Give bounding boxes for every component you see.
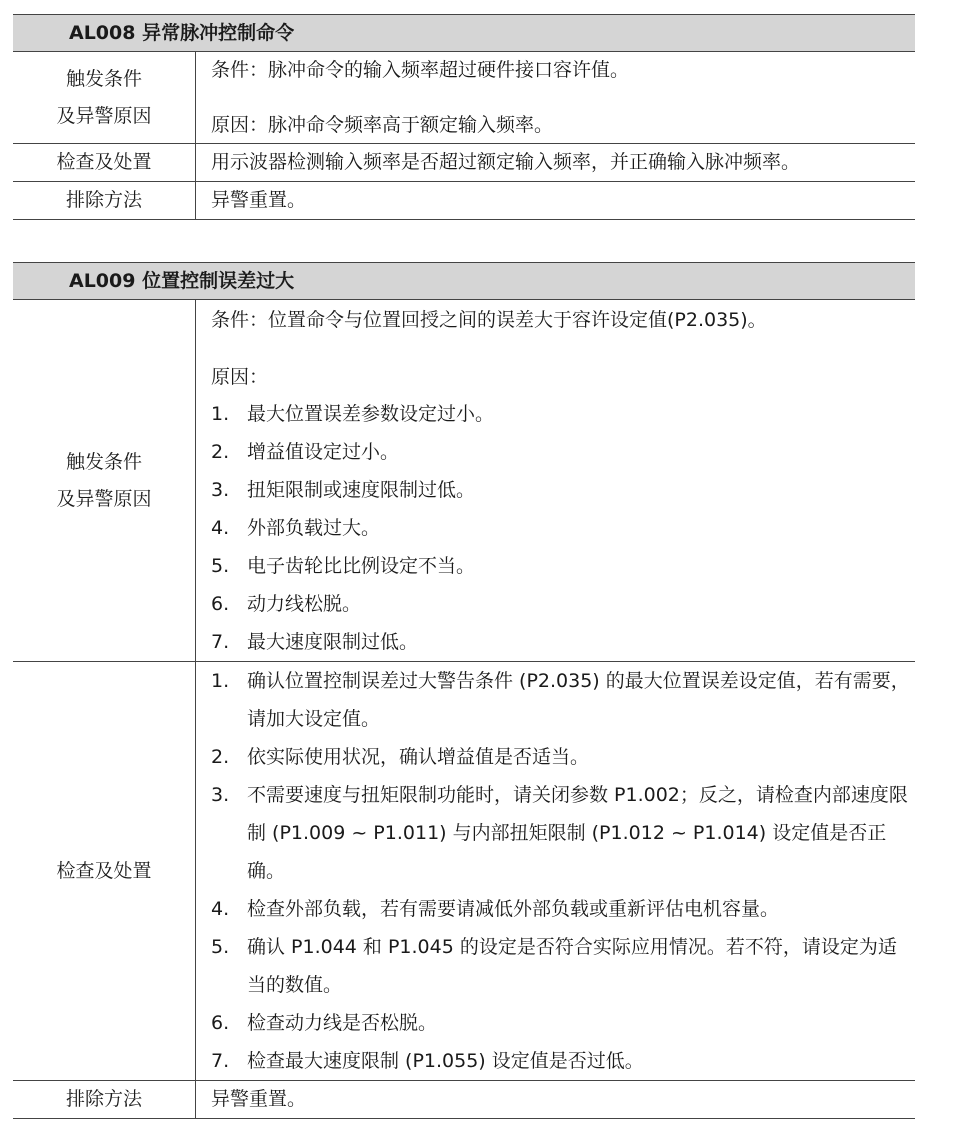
clear-label-cell (13, 1081, 196, 1118)
list-item: 3. 扭矩限制或速度限制过低。 (211, 479, 476, 501)
list-item: 6. 检查动力线是否松脱。 (211, 1012, 438, 1034)
trigger-cause-title: 原因： (211, 366, 269, 388)
list-item: 2. 增益值设定过小。 (211, 441, 400, 463)
clear-content (196, 182, 915, 219)
clear-label: 排除方法 (65, 1088, 142, 1110)
check-row (13, 144, 915, 182)
clear-text: 异警重置。 (211, 1088, 307, 1110)
clear-text: 异警重置。 (211, 189, 307, 211)
check-label-cell (13, 144, 196, 181)
trigger-label-line1: 触发条件 (65, 450, 142, 473)
trigger-cause: 原因：脉冲命令频率高于额定输入频率。 (211, 114, 554, 136)
clear-row (13, 182, 915, 219)
list-item: 6. 动力线松脱。 (211, 593, 362, 615)
list-item: 2. 依实际使用状况，确认增益值是否适当。 (211, 746, 590, 768)
trigger-condition: 条件：脉冲命令的输入频率超过硬件接口容许值。 (211, 59, 630, 81)
list-item: 4. 检查外部负载，若有需要请减低外部负载或重新评估电机容量。 (211, 898, 780, 920)
list-item: 7. 检查最大速度限制 (P1.055) 设定值是否过低。 (211, 1050, 644, 1072)
trigger-label-cell (13, 52, 196, 143)
trigger-label-line1: 触发条件 (65, 67, 142, 90)
trigger-content (196, 52, 915, 143)
list-item: 7. 最大速度限制过低。 (211, 631, 419, 653)
list-item: 3. 不需要速度与扭矩限制功能时，请关闭参数 P1.002；反之，请检查内部速度限制 (P1.009 ~ P1.011) 与内部扭矩限制 (P1.012 ~ P1.014) 设定值是否正确。 (211, 784, 908, 882)
alarm-header: AL009 位置控制误差过大 (13, 263, 915, 300)
clear-label: 排除方法 (65, 189, 142, 211)
list-item: 1. 确认位置控制误差过大警告条件 (P2.035) 的最大位置误差设定值，若有需要，请加大设定值。 (211, 670, 910, 730)
trigger-row (13, 300, 915, 662)
check-label-cell (13, 662, 196, 1080)
list-item: 5. 电子齿轮比比例设定不当。 (211, 555, 476, 577)
check-label: 检查及处置 (56, 859, 152, 882)
check-list (211, 662, 915, 1080)
trigger-label-cell (13, 300, 196, 661)
trigger-content (196, 300, 915, 661)
check-row (13, 662, 915, 1081)
cause-list (211, 395, 915, 661)
alarm-header: AL008 异常脉冲控制命令 (13, 15, 915, 52)
check-text: 用示波器检测输入频率是否超过额定输入频率，并正确输入脉冲频率。 (211, 151, 801, 173)
trigger-row (13, 52, 915, 144)
list-item: 5. 确认 P1.044 和 P1.045 的设定是否符合实际应用情况。若不符，请设定为适当的数值。 (211, 936, 897, 996)
clear-label-cell (13, 182, 196, 219)
clear-row (13, 1081, 915, 1118)
trigger-label-line2: 及异警原因 (56, 487, 152, 510)
list-item: 4. 外部负载过大。 (211, 517, 381, 539)
alarm-table-al009 (13, 262, 915, 1119)
check-content (196, 662, 915, 1080)
clear-content (196, 1081, 915, 1118)
trigger-condition: 条件：位置命令与位置回授之间的误差大于容许设定值(P2.035)。 (211, 309, 767, 331)
check-content (196, 144, 915, 181)
list-item: 1. 最大位置误差参数设定过小。 (211, 403, 495, 425)
trigger-label-line2: 及异警原因 (56, 104, 152, 127)
alarm-table-al008 (13, 14, 915, 220)
check-label: 检查及处置 (56, 151, 152, 173)
